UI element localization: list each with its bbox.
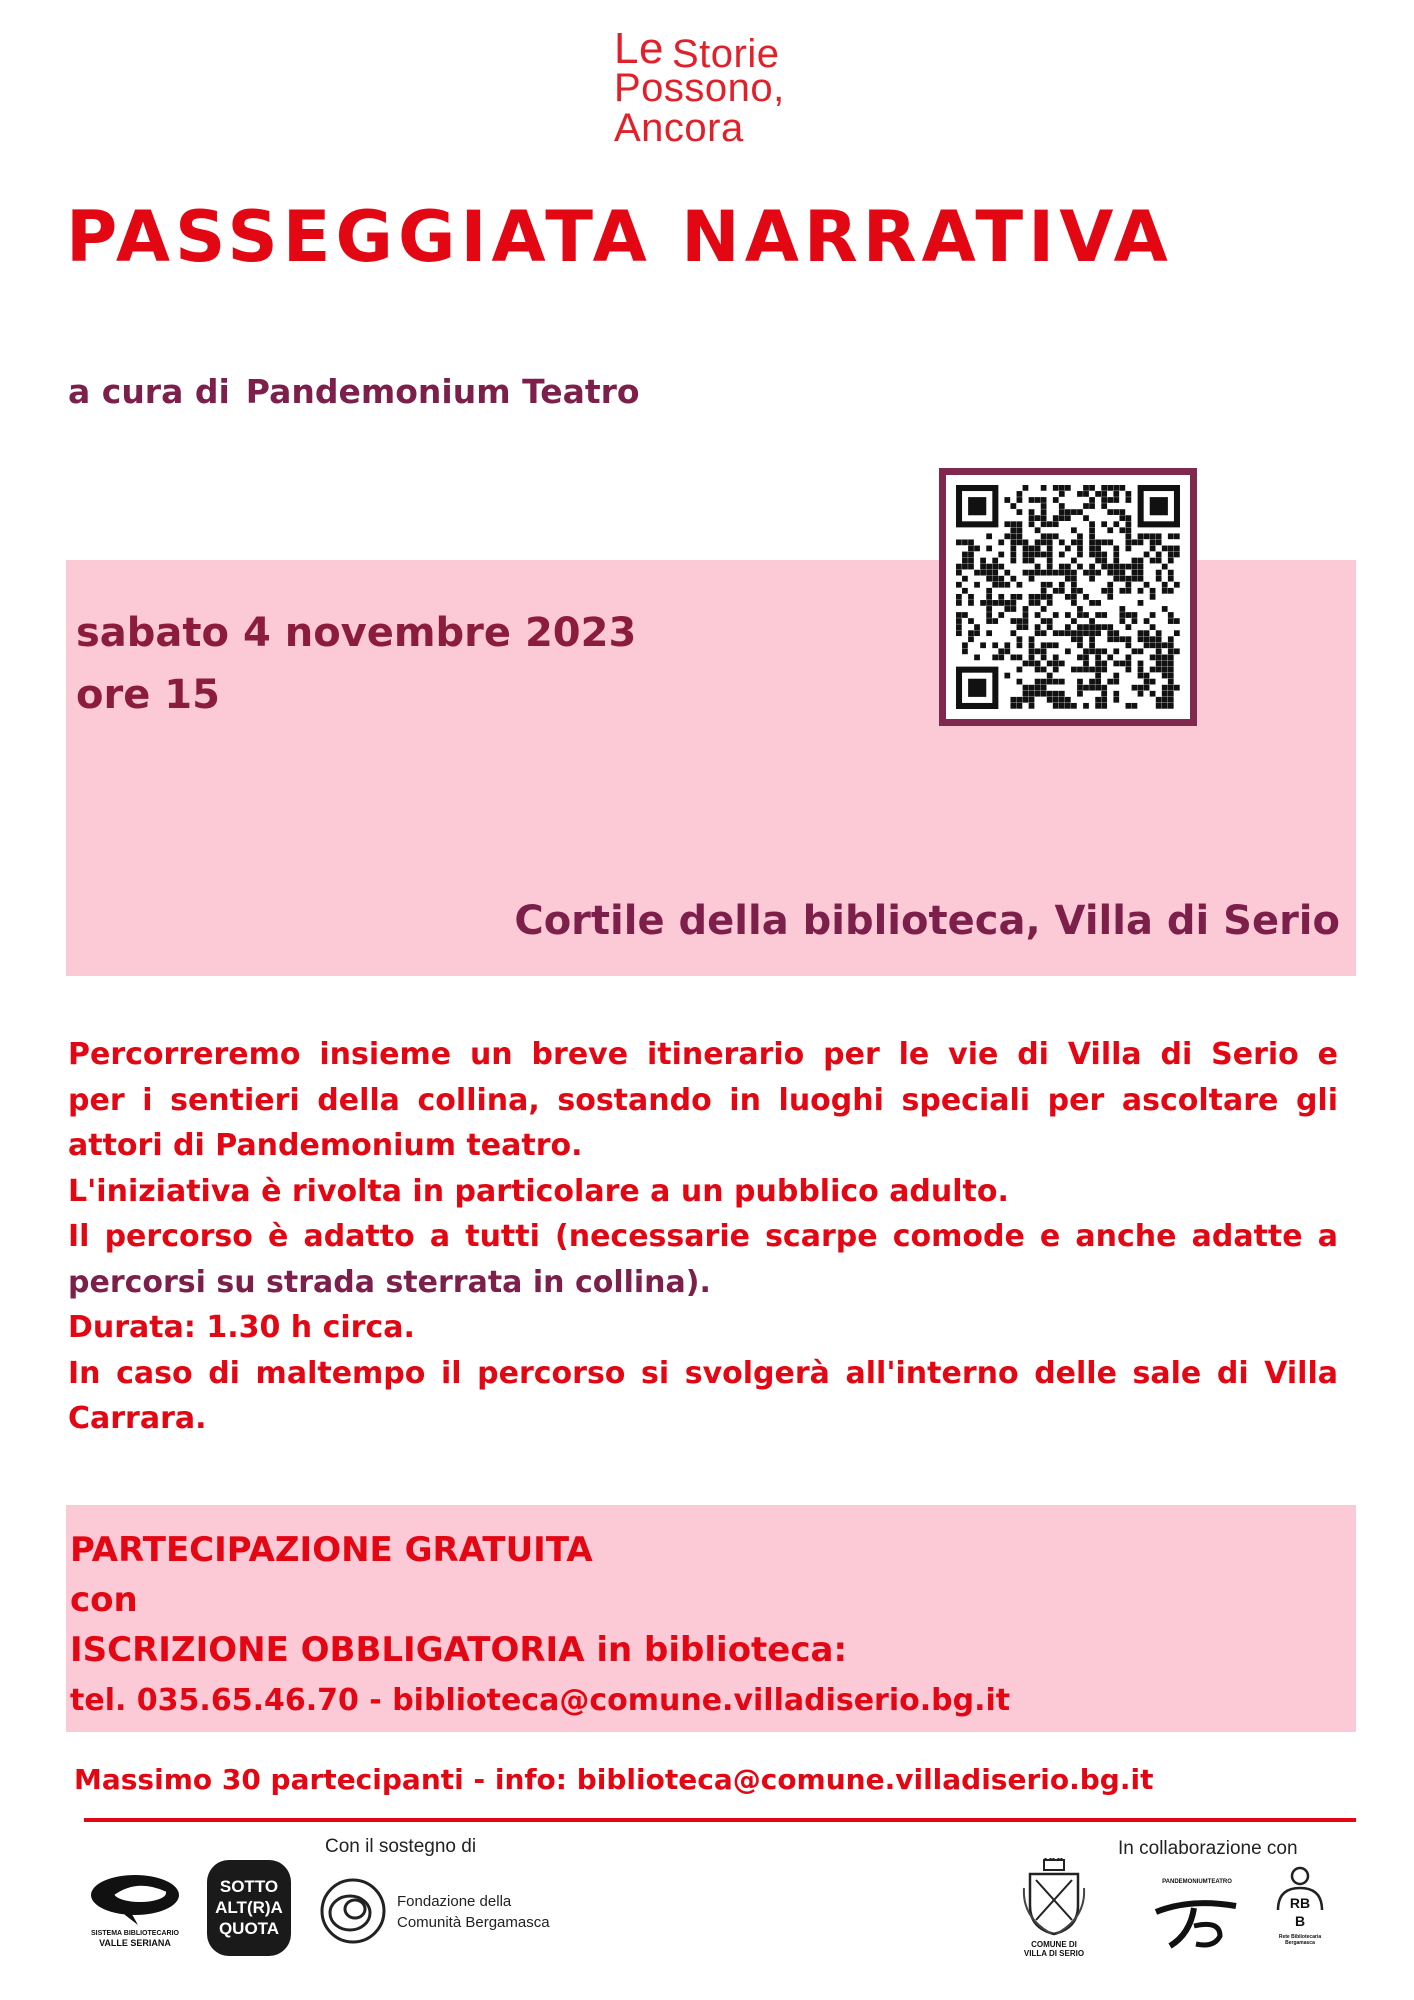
rbb-caption: Rete Bibliotecaria Bergamasca [1278, 1934, 1322, 1946]
qr-code-icon [956, 485, 1180, 709]
page-title: PASSEGGIATA NARRATIVA [66, 196, 1173, 278]
rbb-logo [1270, 1866, 1330, 1966]
description-line: Percorreremo insieme un breve itinerario per le vie di Villa di Serio e [68, 1037, 1338, 1072]
comune-line1: COMUNE DI [1031, 1940, 1077, 1949]
sotto-line2: ALT(R)A [215, 1898, 283, 1917]
fondazione-line2: Comunità Bergamasca [397, 1914, 550, 1931]
max-participants-info[interactable]: Massimo 30 partecipanti - info: biblioteca@comune.villadiserio.bg.it [74, 1763, 1154, 1796]
event-date: sabato 4 novembre 2023 [76, 610, 637, 656]
support-label: Con il sostegno di [325, 1836, 477, 1857]
swirl-icon [80, 1865, 190, 1927]
description-line: attori di Pandemonium teatro. [68, 1128, 583, 1163]
rbb-line1: RB [1289, 1895, 1311, 1911]
sotto-altra-quota-logo [207, 1860, 291, 1956]
fondazione-line1: Fondazione della [397, 1893, 512, 1910]
description-line: per i sentieri della collina, sostando in luoghi speciali per ascoltare gli [68, 1082, 1338, 1118]
coat-of-arms-icon [1022, 1858, 1086, 1936]
curator-name: Pandemonium Teatro [245, 372, 640, 411]
description-line: Carrara. [68, 1401, 207, 1436]
storie-logo [0, 22, 1414, 152]
free-participation: PARTECIPAZIONE GRATUITA [70, 1530, 593, 1570]
logo-word-storie: Storie [672, 32, 780, 76]
logo-word-ancora: Ancora [614, 106, 744, 150]
sotto-line1: SOTTO [219, 1877, 279, 1896]
logo-word-possono: Possono, [614, 66, 785, 110]
description-line: In caso di maltempo il percorso si svolgerà all'interno delle sale di Villa [68, 1355, 1338, 1391]
sistema-line1: SISTEMA BIBLIOTECARIO [90, 1930, 180, 1937]
registration-connector: con [70, 1580, 138, 1620]
contact-info[interactable]: tel. 035.65.46.70 - biblioteca@comune.villadiserio.bg.it [70, 1683, 1011, 1718]
fondazione-text [397, 1891, 550, 1933]
qr-code[interactable] [939, 468, 1197, 726]
collaboration-label: In collaborazione con [1118, 1838, 1298, 1859]
curator-label: a cura di [68, 372, 230, 411]
comune-crest-logo [1022, 1858, 1086, 1962]
event-time: ore 15 [76, 672, 220, 718]
event-description [68, 1032, 1338, 1442]
pandemonium-logo [1150, 1878, 1244, 1958]
description-line: Durata: 1.30 h circa. [68, 1310, 415, 1345]
logo-word-le: Le [614, 24, 664, 73]
sistema-bibliotecario-logo [80, 1865, 190, 1955]
pandemonium-mark-icon [1150, 1890, 1244, 1956]
pandemonium-wordmark: PANDEMONIUMTEATRO [1162, 1879, 1232, 1885]
description-line: L'iniziativa è rivolta in particolare a un pubblico adulto. [68, 1173, 1009, 1209]
rbb-line2: B [1294, 1913, 1306, 1929]
fondazione-rings-icon [316, 1874, 390, 1948]
curator-line [68, 372, 640, 411]
footer-divider [84, 1818, 1356, 1822]
fondazione-logo [316, 1874, 390, 1948]
sotto-line3: QUOTA [218, 1919, 280, 1938]
event-location: Cortile della biblioteca, Villa di Serio [514, 898, 1340, 944]
description-line: Il percorso è adatto a tutti (necessarie scarpe comode e anche adatte a [68, 1219, 1338, 1254]
comune-line2: VILLA DI SERIO [1023, 1949, 1085, 1958]
description-line: percorsi su strada sterrata in collina). [68, 1264, 711, 1300]
mandatory-registration: ISCRIZIONE OBBLIGATORIA in biblioteca: [70, 1630, 848, 1670]
sistema-line2: VALLE SERIANA [99, 1938, 171, 1948]
